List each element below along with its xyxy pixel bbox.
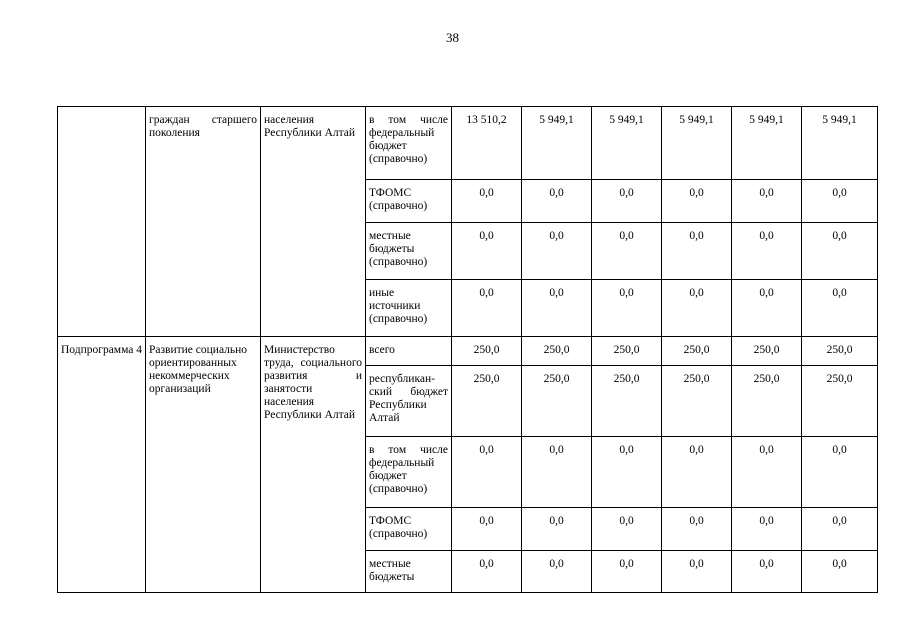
table-row [58,337,878,366]
value-cell: 0,0 [452,508,522,551]
value-cell: 0,0 [592,180,662,223]
value-cell: 0,0 [592,551,662,593]
value-cell: 0,0 [732,508,802,551]
value-cell: 250,0 [522,366,592,437]
funding-source-cell: ТФОМС (справочно) [366,508,452,551]
value-cell: 0,0 [802,508,878,551]
funding-source-cell: в том числе федеральный бюджет (справочно) [366,107,452,180]
funding-source-cell: республикан-ский бюджет Республики Алтай [366,366,452,437]
value-cell: 250,0 [452,366,522,437]
value-cell: 250,0 [732,366,802,437]
value-cell: 0,0 [662,223,732,280]
executor-cell: населения Республики Алтай [261,107,366,337]
value-cell: 250,0 [662,337,732,366]
value-cell: 0,0 [802,223,878,280]
value-cell: 250,0 [452,337,522,366]
value-cell: 250,0 [732,337,802,366]
executor-cell: Министерство труда, социального развития и занятости населения Республики Алтай [261,337,366,593]
funding-source-cell: всего [366,337,452,366]
value-cell: 0,0 [452,551,522,593]
value-cell: 250,0 [522,337,592,366]
value-cell: 0,0 [662,508,732,551]
value-cell: 250,0 [662,366,732,437]
funding-source-cell: в том числе федеральный бюджет (справочно) [366,437,452,508]
subprogram-name-cell: Развитие социально ориентированных некоммерческих организаций [146,337,261,593]
value-cell: 250,0 [802,337,878,366]
funding-source-cell: местные бюджеты [366,551,452,593]
value-cell: 0,0 [522,280,592,337]
value-cell: 5 949,1 [662,107,732,180]
program-cell [58,107,146,337]
value-cell: 0,0 [522,437,592,508]
value-cell: 0,0 [802,437,878,508]
value-cell: 0,0 [732,437,802,508]
value-cell: 0,0 [732,180,802,223]
value-cell: 0,0 [802,551,878,593]
value-cell: 0,0 [522,551,592,593]
value-cell: 5 949,1 [522,107,592,180]
value-cell: 0,0 [662,551,732,593]
value-cell: 0,0 [452,280,522,337]
value-cell: 5 949,1 [592,107,662,180]
value-cell: 0,0 [732,280,802,337]
table-row [58,107,878,180]
value-cell: 250,0 [592,366,662,437]
funding-source-cell: иные источники (справочно) [366,280,452,337]
budget-table [57,106,878,593]
value-cell: 5 949,1 [802,107,878,180]
value-cell: 250,0 [802,366,878,437]
value-cell: 0,0 [452,437,522,508]
value-cell: 5 949,1 [732,107,802,180]
value-cell: 0,0 [592,280,662,337]
value-cell: 0,0 [452,223,522,280]
value-cell: 0,0 [802,280,878,337]
value-cell: 0,0 [662,437,732,508]
value-cell: 0,0 [452,180,522,223]
value-cell: 0,0 [522,180,592,223]
value-cell: 0,0 [662,280,732,337]
value-cell: 0,0 [802,180,878,223]
value-cell: 0,0 [592,437,662,508]
value-cell: 0,0 [592,508,662,551]
value-cell: 13 510,2 [452,107,522,180]
page-number: 38 [446,30,459,45]
subprogram-name-cell: граждан старшего поколения [146,107,261,337]
value-cell: 0,0 [522,223,592,280]
program-cell: Подпрограмма 4 [58,337,146,593]
value-cell: 0,0 [522,508,592,551]
value-cell: 250,0 [592,337,662,366]
value-cell: 0,0 [592,223,662,280]
funding-source-cell: ТФОМС (справочно) [366,180,452,223]
value-cell: 0,0 [732,223,802,280]
value-cell: 0,0 [662,180,732,223]
funding-source-cell: местные бюджеты (справочно) [366,223,452,280]
value-cell: 0,0 [732,551,802,593]
